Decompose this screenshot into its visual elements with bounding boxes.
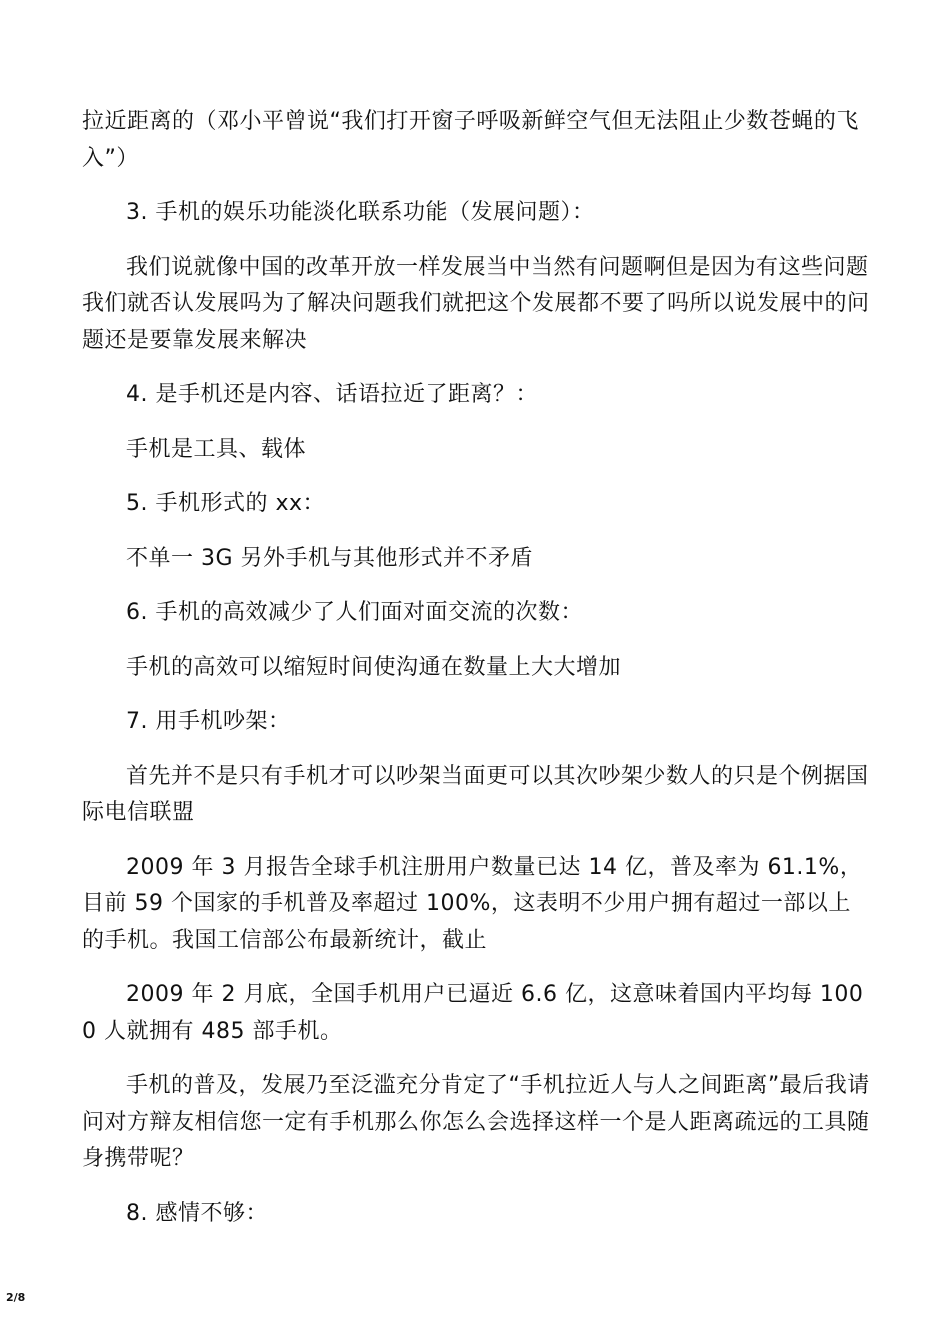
paragraph-tool: 手机是工具、载体 xyxy=(126,436,307,462)
document-body xyxy=(82,104,872,1232)
heading-item-6: 6. 手机的高效减少了人们面对面交流的次数： xyxy=(126,600,583,625)
paragraph-development: 我们说就像中国的改革开放一样发展当中当然有问题啊但是因为有这些问题我们就否认发展吗为了解决问题我们就把这个发展都不要了吗所以说发展中的问题还是要靠发展来解决 xyxy=(82,254,870,353)
paragraph-statistics-2009-march: 2009 年 3 月报告全球手机注册用户数量已达 14 亿，普及率为 61.1%，目前 59 个国家的手机普及率超过 100%，这表明不少用户拥有超过一部以上的手机。我国工信部公布最新统计，截止 xyxy=(82,854,863,953)
paragraph-continuation: 拉近距离的（邓小平曾说“我们打开窗子呼吸新鲜空气但无法阻止少数苍蝇的飞入”） xyxy=(82,109,859,171)
paragraph-statistics-2009-february: 2009 年 2 月底，全国手机用户已逼近 6.6 亿，这意味着国内平均每 1000 人就拥有 485 部手机。 xyxy=(82,982,864,1044)
paragraph-3g: 不单一 3G 另外手机与其他形式并不矛盾 xyxy=(126,545,534,571)
heading-item-5: 5. 手机形式的 xx： xyxy=(126,491,326,516)
heading-item-7: 7. 用手机吵架： xyxy=(126,709,291,734)
heading-item-3: 3. 手机的娱乐功能淡化联系功能（发展问题）： xyxy=(126,200,595,225)
paragraph-conclusion: 手机的普及，发展乃至泛滥充分肯定了“手机拉近人与人之间距离”最后我请问对方辩友相信您一定有手机那么你怎么会选择这样一个是人距离疏远的工具随身携带呢？ xyxy=(82,1073,870,1171)
paragraph-efficiency: 手机的高效可以缩短时间使沟通在数量上大大增加 xyxy=(126,654,622,680)
paragraph-argue: 首先并不是只有手机才可以吵架当面更可以其次吵架少数人的只是个例据国际电信联盟 xyxy=(82,763,869,825)
heading-item-4: 4. 是手机还是内容、话语拉近了距离？： xyxy=(126,382,538,407)
heading-item-8: 8. 感情不够： xyxy=(126,1200,268,1226)
page-number: 2/8 xyxy=(6,1291,26,1304)
